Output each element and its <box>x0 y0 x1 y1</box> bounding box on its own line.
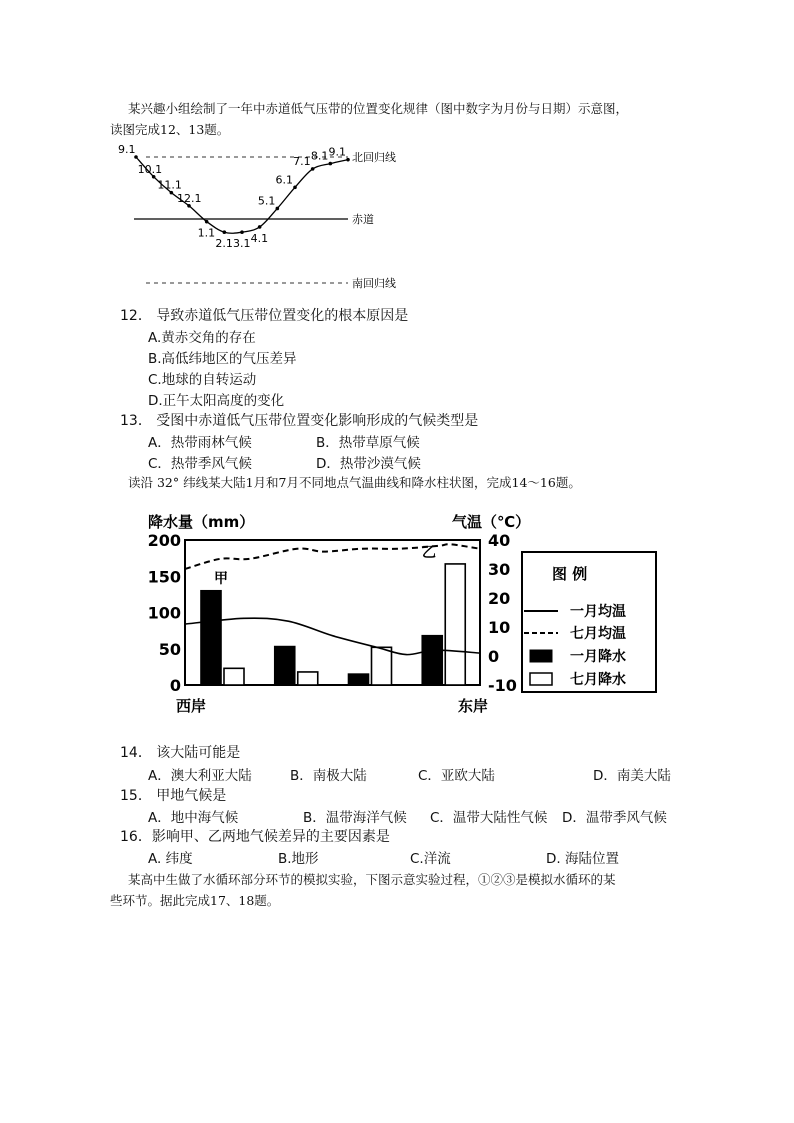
itcz-point <box>329 162 333 166</box>
jan-precip-bar <box>201 591 221 685</box>
itcz-date-label: 9.1 <box>328 145 346 159</box>
y-tick-label: 100 <box>147 603 181 623</box>
intro-q14-16: 读沿 32° 纬线某大陆1月和7月不同地点气温曲线和降水柱状图，完成14～16题。 <box>128 475 581 490</box>
y2-tick-label: 20 <box>488 589 511 608</box>
q14-stem: 14． 该大陆可能是 <box>120 745 241 761</box>
q15-option-a[interactable]: A．地中海气候 <box>148 810 239 826</box>
legend-filled-bar-swatch <box>530 650 552 662</box>
q14-option-a[interactable]: A．澳大利亚大陆 <box>148 768 252 784</box>
equator-label: 赤道 <box>352 213 374 226</box>
q13-option-d[interactable]: D．热带沙漠气候 <box>316 456 421 472</box>
itcz-point <box>346 158 350 162</box>
tropic-of-capricorn-label: 南回归线 <box>352 277 396 290</box>
itcz-date-label: 3.1 <box>233 237 251 251</box>
y2-tick-label: 30 <box>488 560 511 579</box>
q15-option-d[interactable]: D．温带季风气候 <box>562 810 667 826</box>
jan-precip-bar <box>275 647 295 685</box>
y-axis-label: 降水量（mm） <box>148 513 255 531</box>
q16-stem: 16．影响甲、乙两地气候差异的主要因素是 <box>120 829 390 845</box>
x-right-label: 东岸 <box>458 697 489 715</box>
itcz-date-label: 4.1 <box>250 231 269 245</box>
y-tick-label: 150 <box>147 567 181 587</box>
y-tick-label: 0 <box>169 676 181 695</box>
q13-option-a[interactable]: A．热带雨林气候 <box>148 435 252 451</box>
y2-tick-label: 10 <box>488 618 511 637</box>
q16-option-a[interactable]: A. 纬度 <box>148 851 193 867</box>
q14-option-d[interactable]: D．南美大陆 <box>593 768 671 784</box>
jul-precip-bar <box>372 647 392 685</box>
q12-option-b[interactable]: B.高低纬地区的气压差异 <box>148 351 297 367</box>
legend-title: 图 例 <box>552 565 588 583</box>
y-tick-label: 50 <box>158 639 181 659</box>
q14-option-c[interactable]: C．亚欧大陆 <box>418 768 495 784</box>
legend-jul-precip-label: 七月降水 <box>570 672 626 688</box>
intro-q12-13-line1: 某兴趣小组绘制了一年中赤道低气压带的位置变化规律（图中数字为月份与日期）示意图， <box>128 101 629 116</box>
q15-option-b[interactable]: B．温带海洋气候 <box>303 810 407 826</box>
jul-precip-bar <box>298 672 318 685</box>
itcz-date-label: 1.1 <box>197 226 216 240</box>
itcz-position-diagram <box>118 145 418 295</box>
legend-box <box>522 552 656 692</box>
jul-precip-bar <box>224 668 244 685</box>
place-label-jia: 甲 <box>214 571 228 587</box>
jan-precip-bar <box>422 636 442 685</box>
itcz-date-label: 12.1 <box>177 191 202 205</box>
itcz-date-label: 11.1 <box>157 178 182 192</box>
tropic-of-cancer-label: 北回归线 <box>352 151 396 164</box>
q16-option-c[interactable]: C.洋流 <box>410 851 451 867</box>
legend-jul-temp-label: 七月均温 <box>570 626 626 642</box>
intro-q17-18-line2: 些环节。据此完成17、18题。 <box>110 893 280 908</box>
q12-stem: 12． 导致赤道低气压带位置变化的根本原因是 <box>120 308 409 324</box>
jul-precip-bar <box>445 564 465 685</box>
x-left-label: 西岸 <box>176 697 207 715</box>
itcz-point <box>258 225 262 229</box>
q12-option-d[interactable]: D.正午太阳高度的变化 <box>148 393 285 409</box>
q13-stem: 13． 受图中赤道低气压带位置变化影响形成的气候类型是 <box>120 413 479 429</box>
y2-tick-label: 0 <box>488 647 500 666</box>
q15-stem: 15． 甲地气候是 <box>120 788 227 804</box>
q13-option-b[interactable]: B．热带草原气候 <box>316 435 420 451</box>
legend-jan-precip-label: 一月降水 <box>570 649 626 665</box>
itcz-date-label: 10.1 <box>137 162 163 176</box>
place-label-yi: 乙 <box>422 545 436 561</box>
legend-jan-temp-label: 一月均温 <box>570 604 626 620</box>
itcz-date-label: 2.1 <box>215 237 233 251</box>
q16-option-b[interactable]: B.地形 <box>278 851 319 867</box>
itcz-point <box>223 230 227 234</box>
chart-legend <box>522 552 656 692</box>
q12-option-c[interactable]: C.地球的自转运动 <box>148 372 257 388</box>
q15-option-c[interactable]: C．温带大陆性气候 <box>430 810 548 826</box>
itcz-point <box>205 220 209 224</box>
y-tick-label: 200 <box>147 531 181 550</box>
itcz-point <box>311 167 315 171</box>
climate-chart <box>140 505 660 725</box>
itcz-date-label: 8.1 <box>310 149 329 163</box>
itcz-point <box>276 207 280 211</box>
itcz-date-label: 7.1 <box>293 154 311 168</box>
itcz-date-label: 9.1 <box>118 145 136 156</box>
q12-option-a[interactable]: A.黄赤交角的存在 <box>148 330 256 346</box>
q14-option-b[interactable]: B．南极大陆 <box>290 768 367 784</box>
intro-q17-18-line1: 某高中生做了水循环部分环节的模拟实验，下图示意实验过程，①②③是模拟水循环的某 <box>128 872 616 887</box>
y2-tick-label: 40 <box>488 531 511 550</box>
q16-option-d[interactable]: D. 海陆位置 <box>546 851 619 867</box>
legend-hollow-bar-swatch <box>530 673 552 685</box>
itcz-point <box>240 230 244 234</box>
itcz-point <box>293 186 297 190</box>
itcz-date-label: 5.1 <box>257 194 276 208</box>
y2-axis-label: 气温（℃） <box>452 513 531 531</box>
intro-q12-13-line2: 读图完成12、13题。 <box>110 122 230 137</box>
jan-precip-bar <box>349 674 369 685</box>
q13-option-c[interactable]: C．热带季风气候 <box>148 456 252 472</box>
y2-tick-label: -10 <box>488 676 517 695</box>
itcz-date-label: 6.1 <box>275 173 293 187</box>
